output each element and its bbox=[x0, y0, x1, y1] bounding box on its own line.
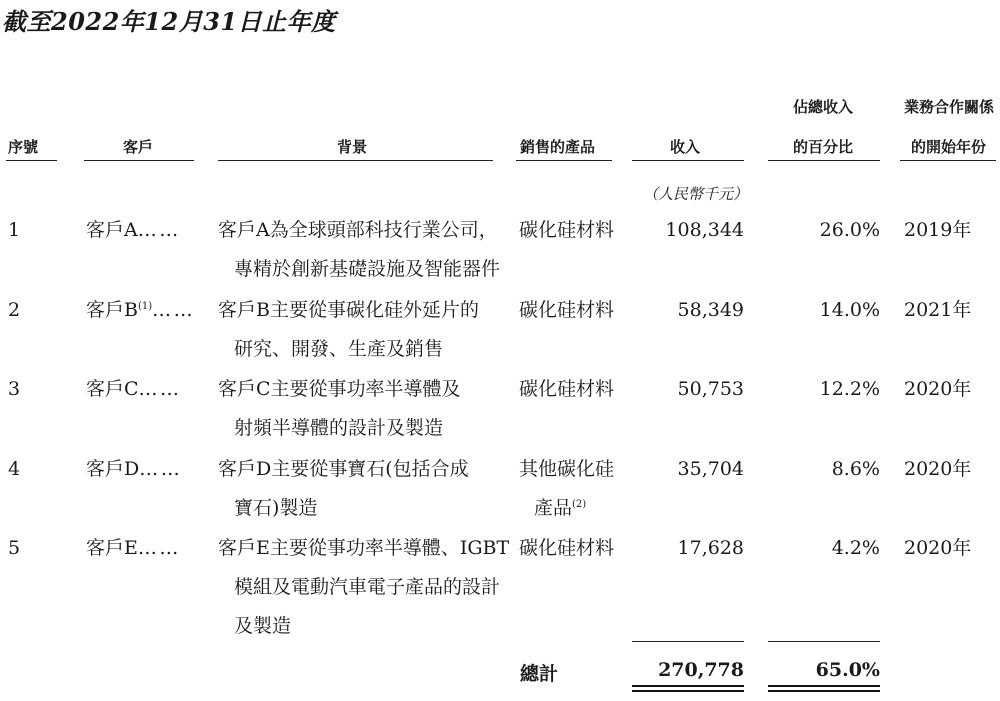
row-seq: 1 bbox=[8, 219, 21, 241]
total-pct: 65.0% bbox=[815, 659, 880, 681]
row-background-line: 客戶E主要從事功率半導體、IGBT bbox=[218, 537, 510, 559]
row-seq: 4 bbox=[8, 458, 21, 480]
row-start-year: 2020年 bbox=[904, 537, 972, 559]
row-seq: 5 bbox=[8, 537, 21, 559]
header-customer: 客戶 bbox=[123, 138, 154, 156]
row-pct: 14.0% bbox=[819, 299, 880, 321]
row-revenue: 35,704 bbox=[677, 458, 744, 480]
total-revenue: 270,778 bbox=[658, 659, 744, 681]
row-customer: 客戶E…… bbox=[86, 537, 181, 559]
row-pct: 12.2% bbox=[819, 378, 880, 400]
header-background: 背景 bbox=[337, 138, 368, 156]
row-revenue: 108,344 bbox=[665, 219, 744, 241]
header-pct-line2: 的百分比 bbox=[793, 138, 854, 156]
header-underline bbox=[84, 160, 194, 161]
footnote-marker: (2) bbox=[572, 499, 587, 510]
row-pct: 4.2% bbox=[831, 537, 880, 559]
page-title: 截至2022年12月31日止年度 bbox=[2, 7, 336, 36]
row-start-year: 2020年 bbox=[904, 378, 972, 400]
header-revenue: 收入 bbox=[670, 138, 701, 156]
row-product: 其他碳化硅 bbox=[519, 458, 615, 480]
row-revenue: 17,628 bbox=[677, 537, 744, 559]
total-double-underline bbox=[632, 685, 744, 692]
subtotal-line bbox=[632, 641, 744, 642]
header-underline bbox=[632, 160, 744, 161]
row-background-line: 及製造 bbox=[234, 615, 292, 637]
row-background-line: 客戶B主要從事碳化硅外延片的 bbox=[218, 299, 479, 321]
header-start-line2: 的開始年份 bbox=[911, 138, 987, 156]
row-start-year: 2019年 bbox=[904, 219, 972, 241]
row-customer: 客戶A…… bbox=[86, 219, 181, 241]
header-product: 銷售的產品 bbox=[520, 138, 596, 156]
footnote-marker: (1) bbox=[137, 301, 153, 312]
unit-label: （人民幣千元） bbox=[643, 185, 749, 203]
row-background-line: 研究、開發、生產及銷售 bbox=[234, 338, 444, 360]
row-revenue: 50,753 bbox=[677, 378, 744, 400]
row-customer: 客戶C…… bbox=[86, 378, 182, 400]
subtotal-line bbox=[768, 641, 880, 642]
row-product: 碳化硅材料 bbox=[519, 378, 615, 400]
header-underline bbox=[218, 160, 493, 161]
row-product-line2: 產品$^{(2)}$ bbox=[534, 497, 587, 519]
row-background-line: 寶石)製造 bbox=[234, 497, 318, 519]
row-pct: 26.0% bbox=[819, 219, 880, 241]
total-double-underline bbox=[768, 685, 880, 692]
header-underline bbox=[900, 160, 996, 161]
row-customer: 客戶D…… bbox=[86, 458, 183, 480]
header-start-line1: 業務合作關係 bbox=[904, 98, 995, 116]
row-background-line: 模組及電動汽車電子產品的設計 bbox=[234, 576, 501, 598]
row-customer: 客戶$B^{(1)}\dots\dots$ bbox=[86, 299, 196, 321]
row-product: 碳化硅材料 bbox=[519, 537, 615, 559]
row-pct: 8.6% bbox=[831, 458, 880, 480]
header-seq: 序號 bbox=[8, 138, 39, 156]
row-product: 碳化硅材料 bbox=[519, 219, 615, 241]
row-background-line: 專精於創新基礎設施及智能器件 bbox=[234, 258, 501, 280]
row-background-line: 客戶D主要從事寶石(包括合成 bbox=[218, 458, 469, 480]
total-label: 總計 bbox=[520, 663, 559, 685]
row-product: 碳化硅材料 bbox=[519, 299, 615, 321]
row-background-line: 射頻半導體的設計及製造 bbox=[234, 417, 444, 439]
row-seq: 2 bbox=[8, 299, 21, 321]
row-start-year: 2021年 bbox=[904, 299, 972, 321]
header-pct-line1: 佔總收入 bbox=[793, 98, 854, 116]
row-background-line: 客戶C主要從事功率半導體及 bbox=[218, 378, 461, 400]
row-revenue: 58,349 bbox=[677, 299, 744, 321]
row-background-line: 客戶A為全球頭部科技行業公司， bbox=[218, 219, 498, 241]
header-underline bbox=[516, 160, 612, 161]
row-seq: 3 bbox=[8, 378, 21, 400]
header-underline bbox=[768, 160, 880, 161]
header-underline bbox=[6, 160, 57, 161]
row-start-year: 2020年 bbox=[904, 458, 972, 480]
